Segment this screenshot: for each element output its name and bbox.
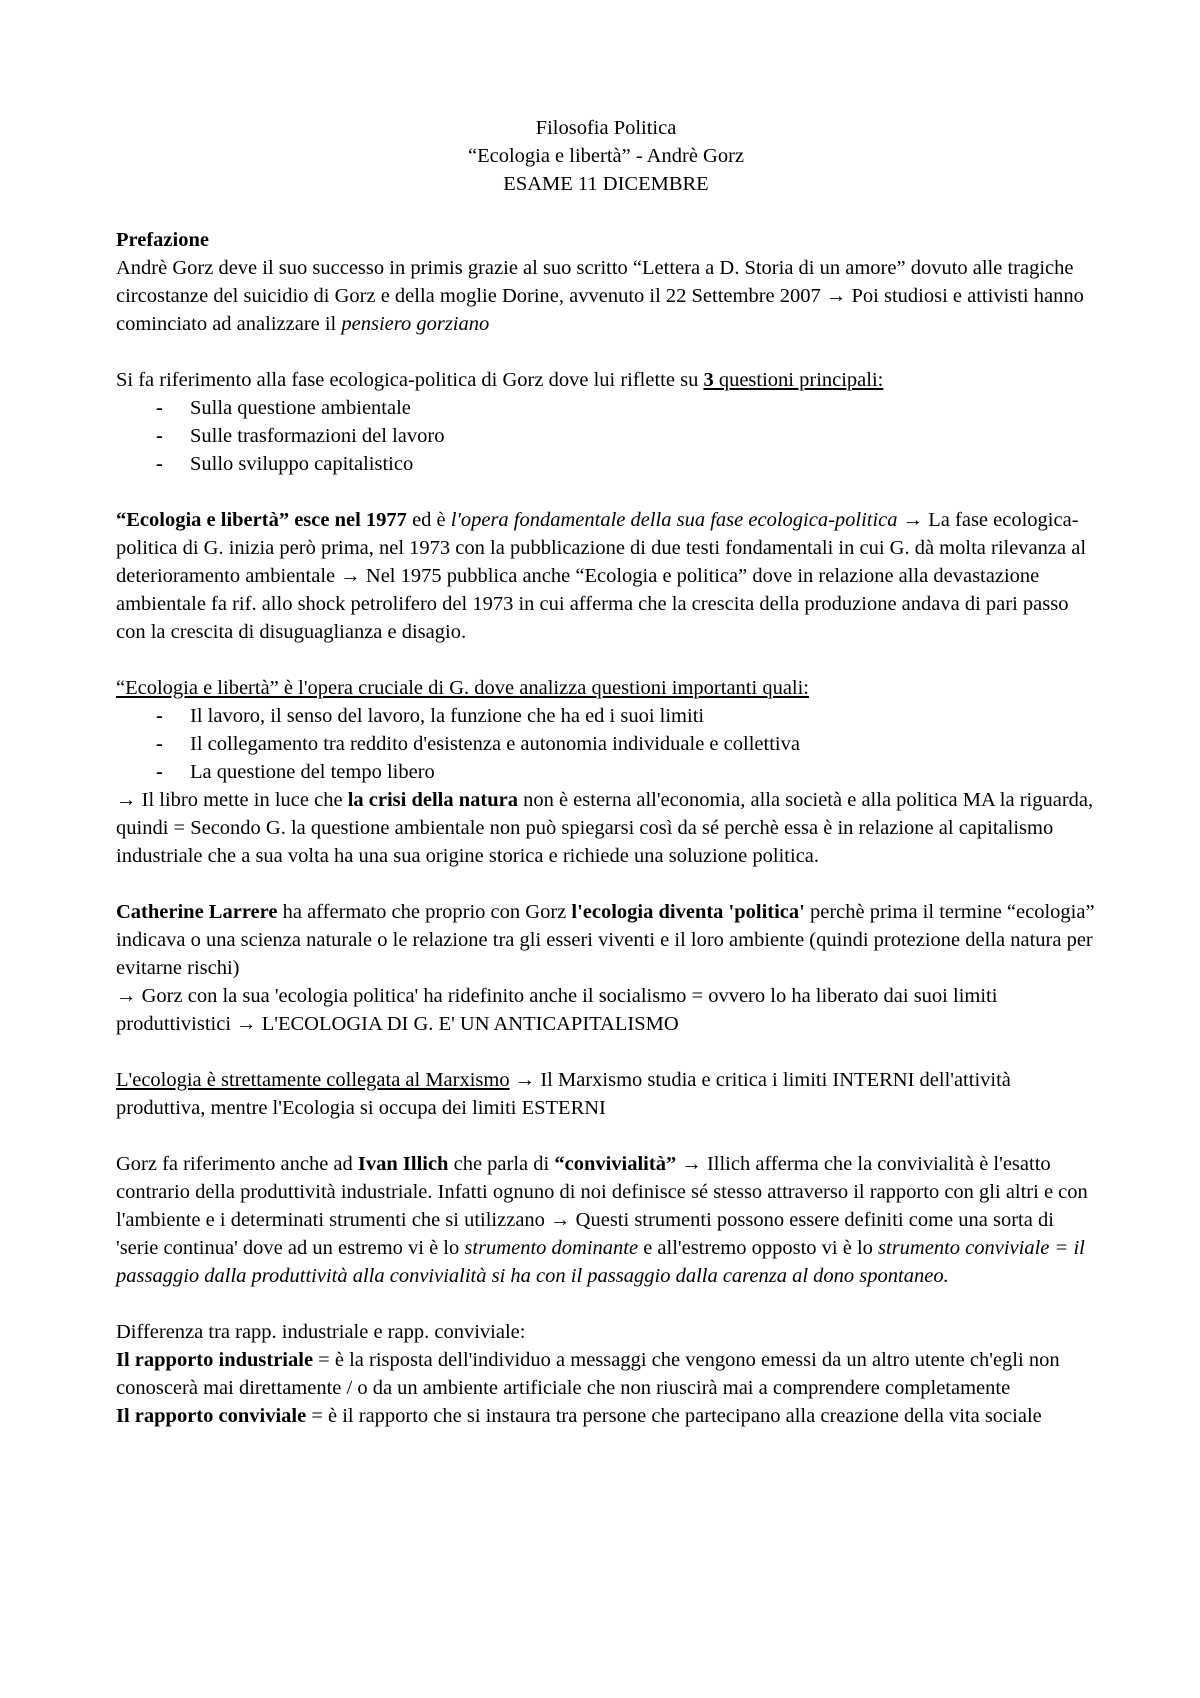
list-item-text: La questione del tempo libero xyxy=(190,761,435,783)
illich-plain4: e all'estremo opposto vi è lo xyxy=(638,1237,879,1259)
list-item xyxy=(156,450,1096,478)
illich-name: Ivan Illich xyxy=(357,1153,449,1175)
rapporto-industriale-text: = è la risposta dell'individuo a messaggi che vengono emessi da un altro utente ch'egli non conoscerà mai direttamente / o da un ambiente artificiale che non riuscirà mai a comprendere completamente xyxy=(116,1349,1060,1399)
questions-underlined: questioni principali: xyxy=(713,369,884,391)
spacer xyxy=(116,646,1096,674)
list-item-text: Sulle trasformazioni del lavoro xyxy=(190,425,445,447)
ecologia-1977-italic: l'opera fondamentale della sua fase ecologica-politica → xyxy=(450,509,924,531)
list-item-text: Il collegamento tra reddito d'esistenza e autonomia individuale e collettiva xyxy=(190,733,800,755)
list-item-text: Sulla questione ambientale xyxy=(190,397,411,419)
opera-plain2: non è esterna all'economia, alla società e alla politica MA la riguarda, quindi = Secondo G. la questione ambientale non può spiegarsi così da sé perchè essa è in relazione al capitalismo industriale che a sua volta ha una sua origine storica e richiede una soluzione politica. xyxy=(116,789,1094,867)
marxismo-underlined: L'ecologia è strettamente collegata al Marxismo xyxy=(116,1069,510,1091)
rapporto-conviviale-label: Il rapporto conviviale xyxy=(116,1405,307,1427)
opera-plain1: → Il libro mette in luce che xyxy=(116,789,348,811)
paragraph-illich xyxy=(116,1150,1096,1290)
spacer xyxy=(116,1038,1096,1066)
dash-bullet: - xyxy=(156,425,163,447)
illich-plain1: Gorz fa riferimento anche ad xyxy=(116,1153,358,1175)
questions-intro: Si fa riferimento alla fase ecologica-politica di Gorz dove lui riflette su xyxy=(116,369,704,391)
opera-underlined: “Ecologia e libertà” è l'opera cruciale di G. dove analizza questioni importanti quali: xyxy=(116,677,810,699)
header-book: “Ecologia e libertà” - Andrè Gorz xyxy=(467,145,745,167)
dash-bullet: - xyxy=(156,761,163,783)
list-item-text: Sullo sviluppo capitalistico xyxy=(190,453,414,475)
questions-number: 3 xyxy=(703,369,714,391)
prefazione-italic: pensiero gorziano xyxy=(341,313,490,335)
larrere-plain2: perchè prima il termine “ecologia” indicava o una scienza naturale o le relazione tra gli esseri viventi e il loro ambiente (quindi protezione della natura per evitarne rischi) xyxy=(116,901,1095,979)
larrere-name: Catherine Larrere xyxy=(116,901,278,923)
illich-plain2: che parla di xyxy=(448,1153,555,1175)
questions-list xyxy=(116,394,1096,478)
ecologia-1977-plain1: ed è xyxy=(406,509,451,531)
list-item xyxy=(156,730,1096,758)
list-item xyxy=(156,422,1096,450)
spacer xyxy=(116,338,1096,366)
paragraph-larrere xyxy=(116,898,1096,982)
larrere-plain1: ha affermato che proprio con Gorz xyxy=(277,901,572,923)
ecologia-1977-plain2: La fase ecologica-politica di G. inizia però prima, nel 1973 con la pubblicazione di due testi fondamentali in cui G. dà molta rilevanza al deterioramento ambientale → Nel 1975 pubblica anche “Ecologia e politica” dove in relazione alla devastazione ambientale fa rif. allo shock petrolifero del 1973 in cui afferma che la crescita della produzione andava di pari passo con la crescita di disuguaglianza e disagio. xyxy=(116,509,1087,643)
spacer xyxy=(116,1122,1096,1150)
paragraph-opera xyxy=(116,786,1096,870)
marxismo-plain: → Il Marxismo studia e critica i limiti INTERNI dell'attività produttiva, mentre l'Ecologia si occupa dei limiti ESTERNI xyxy=(116,1069,1011,1119)
document-page xyxy=(116,114,1096,1430)
list-item xyxy=(156,758,1096,786)
paragraph-rapporto-conviviale xyxy=(116,1402,1096,1430)
spacer xyxy=(116,870,1096,898)
dash-bullet: - xyxy=(156,733,163,755)
illich-italic1: strumento dominante xyxy=(464,1237,639,1259)
list-item xyxy=(156,394,1096,422)
list-item-text: Il lavoro, il senso del lavoro, la funzione che ha ed i suoi limiti xyxy=(190,705,705,727)
opera-bold: la crisi della natura xyxy=(347,789,518,811)
rapporto-industriale-label: Il rapporto industriale xyxy=(116,1349,314,1371)
spacer xyxy=(116,1290,1096,1318)
illich-convivialita: “convivialità” xyxy=(554,1153,677,1175)
larrere-bold2: l'ecologia diventa 'politica' xyxy=(571,901,805,923)
section-heading-prefazione: Prefazione xyxy=(116,229,209,251)
paragraph-rapporto-industriale xyxy=(116,1346,1096,1402)
opera-list xyxy=(116,702,1096,786)
paragraph-prefazione xyxy=(116,254,1096,338)
illich-plain3: → Illich afferma che la convivialità è l'esatto contrario della produttività industriale. Infatti ognuno di noi definisce sé stesso attraverso il rapporto con gli altri e con l'ambiente e i determinati strumenti che si utilizzano → Questi strumenti possono essere definiti come una sorta di 'serie continua' dove ad un estremo vi è lo xyxy=(116,1153,1088,1259)
dash-bullet: - xyxy=(156,397,163,419)
spacer xyxy=(116,478,1096,506)
header-course: Filosofia Politica xyxy=(535,117,677,139)
dash-bullet: - xyxy=(156,705,163,727)
paragraph-ecologia-1977 xyxy=(116,506,1096,646)
illich-italic2: strumento conviviale = il passaggio dalla produttività alla convivialità si ha con il passaggio dalla carenza al dono spontaneo. xyxy=(116,1237,1085,1287)
dash-bullet: - xyxy=(156,453,163,475)
paragraph-questions xyxy=(116,366,1096,394)
ecologia-1977-bold: “Ecologia e libertà” esce nel 1977 xyxy=(116,509,407,531)
spacer xyxy=(116,198,1096,226)
differenza-intro: Differenza tra rapp. industriale e rapp. conviviale: xyxy=(116,1321,526,1343)
rapporto-conviviale-text: = è il rapporto che si instaura tra persone che partecipano alla creazione della vita sociale xyxy=(306,1405,1042,1427)
list-item xyxy=(156,702,1096,730)
prefazione-text: Andrè Gorz deve il suo successo in primis grazie al suo scritto “Lettera a D. Storia di un amore” dovuto alle tragiche circostanze del suicidio di Gorz e della moglie Dorine, avvenuto il 22 Settembre 2007 → Poi studiosi e attivisti hanno cominciato ad analizzare il xyxy=(116,257,1084,335)
paragraph-larrere-socialismo: → Gorz con la sua 'ecologia politica' ha ridefinito anche il socialismo = ovvero lo ha liberato dai suoi limiti produttivistici → L'ECOLOGIA DI G. E' UN ANTICAPITALISMO xyxy=(116,985,998,1035)
header-exam: ESAME 11 DICEMBRE xyxy=(503,173,709,195)
paragraph-marxismo xyxy=(116,1066,1096,1122)
